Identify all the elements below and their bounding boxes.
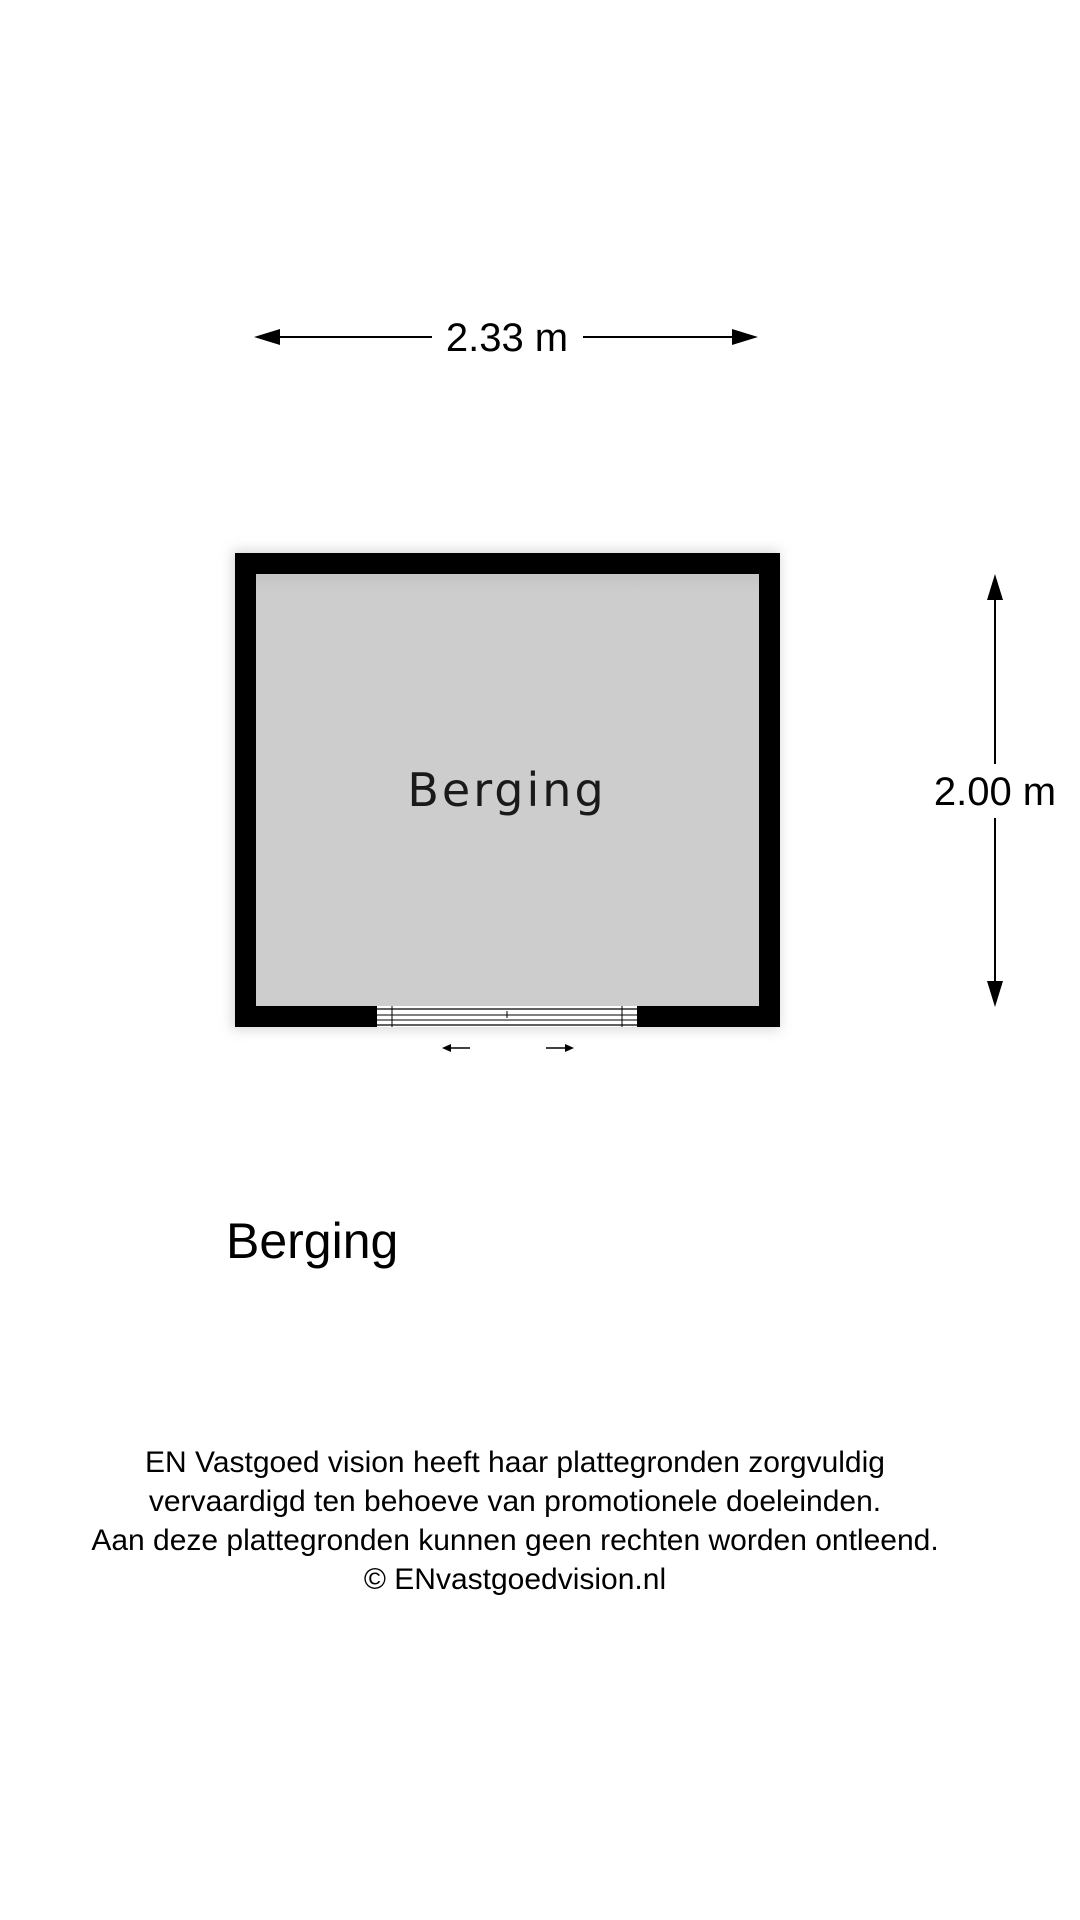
disclaimer-text (0, 1443, 1030, 1599)
disclaimer-copyright: © ENvastgoedvision.nl (363, 1563, 667, 1596)
disclaimer-line-1: EN Vastgoed vision heeft haar plattegronden zorgvuldig (145, 1446, 885, 1479)
width-dimension-label: 2.33 m (445, 316, 569, 360)
floor-name-title: Berging (226, 1213, 399, 1269)
sliding-door (377, 1006, 637, 1027)
arrow-up-icon (987, 574, 1003, 600)
room-label: Berging (407, 763, 607, 817)
slide-arrow-right-icon (565, 1044, 574, 1052)
height-dimension-label: 2.00 m (933, 770, 1057, 814)
door-slide-arrows (442, 1044, 574, 1052)
width-dimension (254, 316, 758, 360)
height-dimension (934, 574, 1056, 1007)
disclaimer-line-2: vervaardigd ten behoeve van promotionele doeleinden. (148, 1485, 882, 1518)
room-berging (232, 550, 780, 1052)
arrow-right-icon (732, 329, 758, 345)
disclaimer-line-3: Aan deze plattegronden kunnen geen rechten worden ontleend. (91, 1524, 939, 1557)
arrow-left-icon (254, 329, 280, 345)
arrow-down-icon (987, 981, 1003, 1007)
slide-arrow-left-icon (442, 1044, 451, 1052)
